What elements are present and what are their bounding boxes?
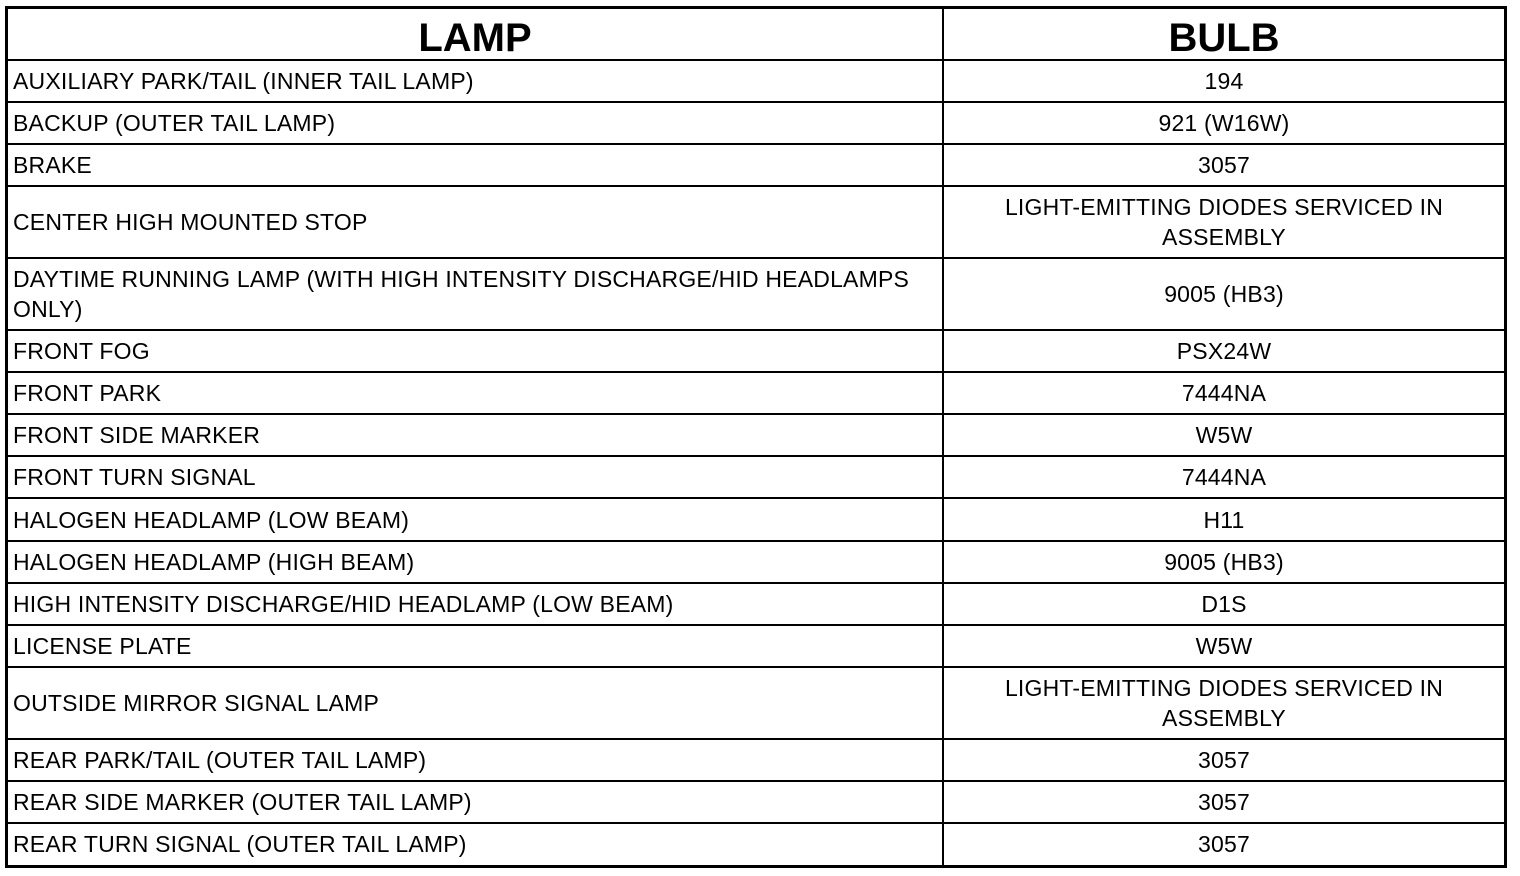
lamp-cell: FRONT TURN SIGNAL: [8, 456, 943, 498]
lamp-cell: FRONT SIDE MARKER: [8, 414, 943, 456]
table-row: [8, 823, 1504, 865]
table-row: [8, 781, 1504, 823]
lamp-cell: AUXILIARY PARK/TAIL (INNER TAIL LAMP): [8, 60, 943, 102]
table-row: [8, 102, 1504, 144]
bulb-cell: D1S: [943, 583, 1504, 625]
lamp-cell: OUTSIDE MIRROR SIGNAL LAMP: [8, 667, 943, 739]
bulb-cell: 194: [943, 60, 1504, 102]
table-row: [8, 667, 1504, 739]
table-row: [8, 144, 1504, 186]
bulb-cell: 9005 (HB3): [943, 258, 1504, 330]
table-row: [8, 372, 1504, 414]
lamp-cell: HIGH INTENSITY DISCHARGE/HID HEADLAMP (LOW BEAM): [8, 583, 943, 625]
table-row: [8, 330, 1504, 372]
lamp-cell: LICENSE PLATE: [8, 625, 943, 667]
lamp-bulb-table-frame: [5, 6, 1507, 868]
lamp-cell: REAR SIDE MARKER (OUTER TAIL LAMP): [8, 781, 943, 823]
bulb-cell: 3057: [943, 781, 1504, 823]
table-row: [8, 625, 1504, 667]
lamp-cell: REAR TURN SIGNAL (OUTER TAIL LAMP): [8, 823, 943, 865]
bulb-cell: 921 (W16W): [943, 102, 1504, 144]
lamp-cell: REAR PARK/TAIL (OUTER TAIL LAMP): [8, 739, 943, 781]
lamp-cell: BACKUP (OUTER TAIL LAMP): [8, 102, 943, 144]
table-row: [8, 258, 1504, 330]
bulb-cell: W5W: [943, 625, 1504, 667]
bulb-cell: LIGHT-EMITTING DIODES SERVICED IN ASSEMBLY: [943, 186, 1504, 258]
lamp-cell: CENTER HIGH MOUNTED STOP: [8, 186, 943, 258]
table-row: [8, 186, 1504, 258]
lamp-cell: DAYTIME RUNNING LAMP (WITH HIGH INTENSITY DISCHARGE/HID HEADLAMPS ONLY): [8, 258, 943, 330]
header-row: [8, 9, 1504, 60]
bulb-cell: 9005 (HB3): [943, 541, 1504, 583]
lamp-bulb-table: [8, 9, 1504, 865]
bulb-cell: 7444NA: [943, 372, 1504, 414]
table-row: [8, 60, 1504, 102]
bulb-cell: H11: [943, 498, 1504, 540]
bulb-cell: 3057: [943, 823, 1504, 865]
table-row: [8, 583, 1504, 625]
table-row: [8, 498, 1504, 540]
bulb-cell: LIGHT-EMITTING DIODES SERVICED IN ASSEMBLY: [943, 667, 1504, 739]
table-row: [8, 541, 1504, 583]
lamp-cell: FRONT PARK: [8, 372, 943, 414]
lamp-cell: BRAKE: [8, 144, 943, 186]
bulb-cell: 3057: [943, 739, 1504, 781]
bulb-cell: W5W: [943, 414, 1504, 456]
bulb-cell: 3057: [943, 144, 1504, 186]
lamp-column-header: LAMP: [8, 9, 943, 60]
table-row: [8, 456, 1504, 498]
table-row: [8, 414, 1504, 456]
lamp-cell: HALOGEN HEADLAMP (HIGH BEAM): [8, 541, 943, 583]
bulb-cell: PSX24W: [943, 330, 1504, 372]
lamp-cell: FRONT FOG: [8, 330, 943, 372]
table-row: [8, 739, 1504, 781]
bulb-column-header: BULB: [943, 9, 1504, 60]
bulb-cell: 7444NA: [943, 456, 1504, 498]
lamp-cell: HALOGEN HEADLAMP (LOW BEAM): [8, 498, 943, 540]
